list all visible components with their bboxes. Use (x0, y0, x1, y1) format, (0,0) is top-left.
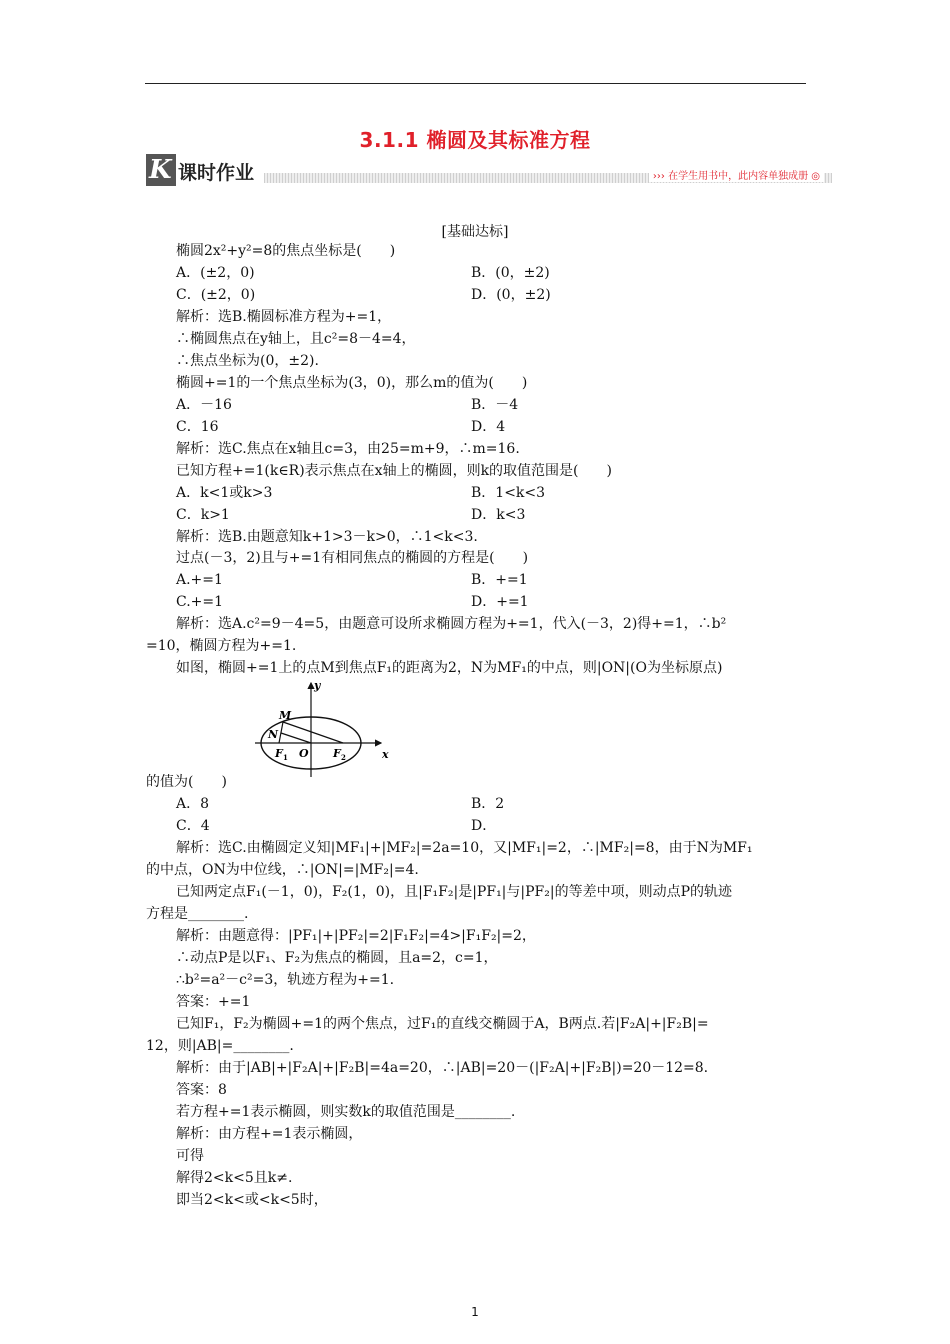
section-title: [基础达标] (441, 224, 509, 240)
q1-option-a: A．(±2，0) (176, 265, 255, 281)
q5-option-b: B．2 (471, 796, 505, 812)
q8-solution-1: 解析：由方程+=1表示椭圆， (176, 1126, 363, 1142)
q6-solution-1: 解析：由题意得：|PF₁|+|PF₂|=2|F₁F₂|=4>|F₁F₂|=2， (176, 928, 536, 944)
q2-option-c: C．16 (176, 419, 219, 435)
q8-solution-4: 即当2<k<或<k<5时， (176, 1192, 328, 1208)
q8-solution-3: 解得2<k<5且k≠. (176, 1170, 293, 1186)
q1-solution-2: ∴椭圆焦点在y轴上，且c²=8－4=4， (176, 331, 416, 347)
q6-answer: 答案：+=1 (176, 994, 251, 1010)
q4-option-c: C.+=1 (176, 594, 224, 610)
q2-option-a: A．－16 (176, 397, 232, 413)
question-8-stem: 若方程+=1表示椭圆，则实数k的取值范围是________. (176, 1104, 516, 1120)
label-o: O (299, 747, 309, 760)
banner-logo-letter: K (149, 155, 172, 185)
segment-mf2 (283, 722, 343, 743)
q3-solution: 解析：选B.由题意知k+1>3－k>0，∴1<k<3. (176, 529, 478, 545)
q2-option-d: D．4 (471, 419, 506, 435)
page-title: 3.1.1 椭圆及其标准方程 (359, 128, 591, 152)
q5-solution-2: 的中点，ON为中位线，∴|ON|=|MF₂|=4. (146, 862, 419, 878)
segment-on (281, 733, 311, 743)
question-5-stem: 如图，椭圆+=1上的点M到焦点F₁的距离为2，N为MF₁的中点，则|ON|(O为坐标原点) (176, 660, 723, 676)
q4-option-d: D．+=1 (471, 594, 529, 610)
question-3-stem: 已知方程+=1(k∈R)表示焦点在x轴上的椭圆，则k的取值范围是( ) (176, 463, 612, 479)
q7-solution: 解析：由于|AB|+|F₂A|+|F₂B|=4a=20，∴|AB|=20－(|F₂A|+|F₂B|)=20－12=8. (176, 1060, 709, 1076)
label-x: x (382, 748, 389, 761)
q4-solution-1: 解析：选A.c²=9－4=5，由题意可设所求椭圆方程为+=1，代入(－3，2)得+=1，∴b² (176, 616, 727, 632)
q4-solution-2: =10，椭圆方程为+=1. (146, 638, 297, 654)
question-7-stem-2: 12，则|AB|=________. (146, 1038, 294, 1054)
q1-option-b: B．(0，±2) (471, 265, 550, 281)
q1-solution-1: 解析：选B.椭圆标准方程为+=1， (176, 309, 392, 325)
banner-label: 课时作业 (178, 162, 255, 184)
q5-option-a: A．8 (176, 796, 210, 812)
label-y: y (314, 679, 321, 692)
q2-option-b: B．－4 (471, 397, 519, 413)
label-m: M (279, 709, 292, 722)
label-n: N (268, 728, 279, 741)
q4-option-a: A.+=1 (176, 572, 223, 588)
label-f1: F (275, 747, 283, 760)
segment-mf1 (279, 722, 283, 743)
q7-answer: 答案：8 (176, 1082, 227, 1098)
q6-solution-3: ∴b²=a²－c²=3，轨迹方程为+=1. (176, 972, 395, 988)
label-f1-sub: 1 (283, 753, 288, 762)
question-2-stem: 椭圆+=1的一个焦点坐标为(3，0)，那么m的值为( ) (176, 375, 528, 391)
label-f2-sub: 2 (341, 753, 346, 762)
q3-option-a: A．k<1或k>3 (176, 485, 273, 501)
question-1-stem: 椭圆2x²+y²=8的焦点坐标是( ) (176, 243, 396, 259)
homework-banner (146, 154, 832, 186)
banner-note: ››› 在学生用书中，此内容单独成册 ◎ (649, 167, 824, 182)
ellipse-figure (255, 679, 390, 779)
top-rule (145, 83, 806, 84)
q3-option-b: B．1<k<3 (471, 485, 546, 501)
q2-solution: 解析：选C.焦点在x轴且c=3，由25=m+9，∴m=16. (176, 441, 520, 457)
q5-option-d: D． (471, 818, 497, 834)
q5-stem-tail: 的值为( ) (146, 774, 227, 790)
label-f2: F (333, 747, 341, 760)
question-6-stem-1: 已知两定点F₁(－1，0)，F₂(1，0)，且|F₁F₂|是|PF₁|与|PF₂|的等差中项，则动点P的轨迹 (176, 884, 732, 900)
question-4-stem: 过点(－3，2)且与+=1有相同焦点的椭圆的方程是( ) (176, 550, 529, 566)
q3-option-d: D．k<3 (471, 507, 526, 523)
q5-solution-1: 解析：选C.由椭圆定义知|MF₁|+|MF₂|=2a=10，又|MF₁|=2，∴|MF₂|=8，由于N为MF₁ (176, 840, 753, 856)
question-6-stem-2: 方程是________. (146, 906, 249, 922)
q4-option-b: B．+=1 (471, 572, 528, 588)
question-7-stem-1: 已知F₁，F₂为椭圆+=1的两个焦点，过F₁的直线交椭圆于A，B两点.若|F₂A|+|F₂B|= (176, 1016, 709, 1032)
q6-solution-2: ∴动点P是以F₁、F₂为焦点的椭圆，且a=2，c=1， (176, 950, 498, 966)
q8-solution-2: 可得 (176, 1148, 204, 1164)
q1-option-d: D．(0，±2) (471, 287, 551, 303)
page-number: 1 (471, 1305, 479, 1319)
q1-solution-3: ∴焦点坐标为(0，±2). (176, 353, 319, 369)
q3-option-c: C．k>1 (176, 507, 230, 523)
q1-option-c: C．(±2，0) (176, 287, 256, 303)
q5-option-c: C．4 (176, 818, 210, 834)
